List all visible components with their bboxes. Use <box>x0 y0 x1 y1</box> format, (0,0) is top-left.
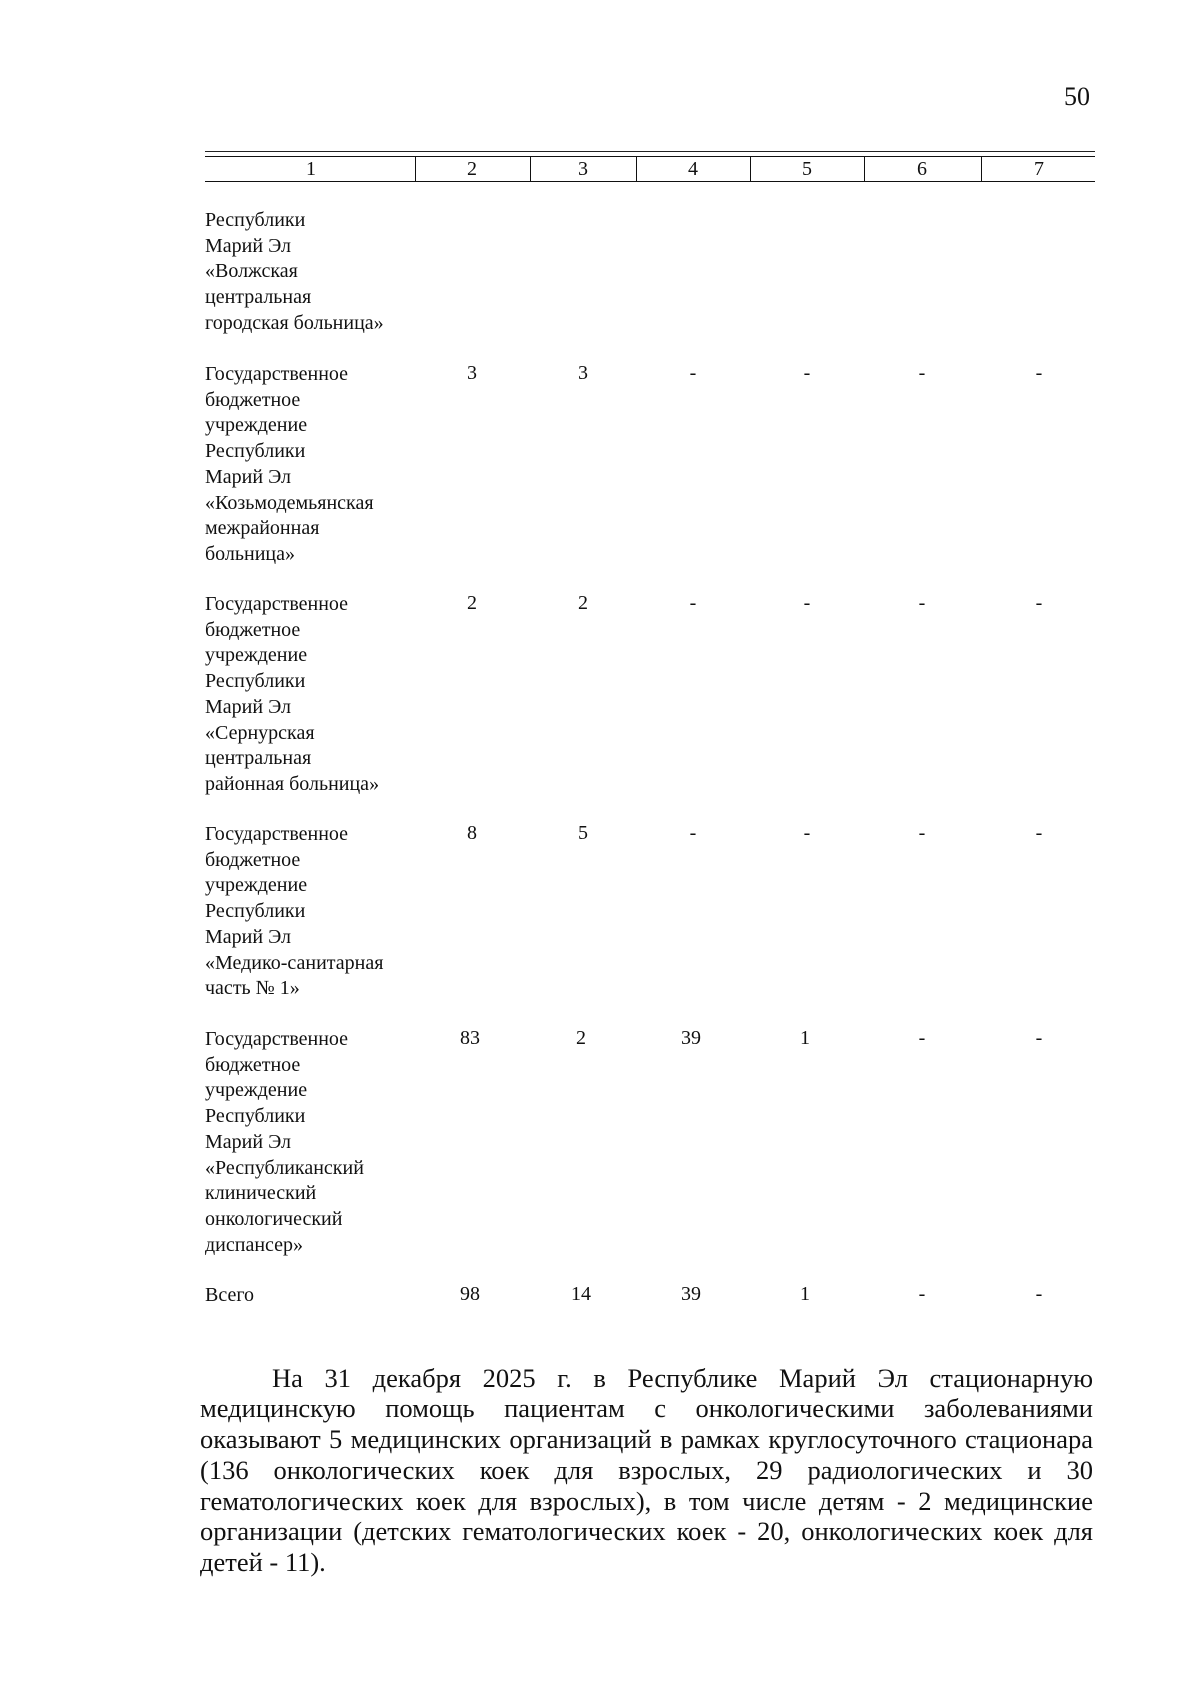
header-separator <box>530 156 531 181</box>
header-col-7: 7 <box>1034 158 1044 180</box>
cell-col-4: - <box>689 592 697 614</box>
cell-col-6: - <box>918 362 926 384</box>
header-separator <box>636 156 637 181</box>
cell-col-7: - <box>1035 1027 1043 1049</box>
org-name: Государственное бюджетное учреждение Республики Марий Эл «Республиканский клинический онкологический диспансер» <box>205 1028 364 1256</box>
cell-col-7: - <box>1035 1283 1043 1305</box>
header-separator <box>750 156 751 181</box>
cell-col-5: - <box>803 822 811 844</box>
cell-col-5: - <box>803 362 811 384</box>
cell-col-2: 2 <box>467 592 477 614</box>
cell-col-2: 83 <box>460 1027 480 1049</box>
header-separator <box>415 156 416 181</box>
cell-col-7: - <box>1035 592 1043 614</box>
header-rule-top-thin <box>205 151 1095 152</box>
header-col-5: 5 <box>802 158 812 180</box>
cell-col-2: 3 <box>467 362 477 384</box>
header-col-1: 1 <box>306 158 316 180</box>
cell-col-6: - <box>918 1283 926 1305</box>
cell-col-4: 39 <box>681 1283 701 1305</box>
org-name: Государственное бюджетное учреждение Республики Марий Эл «Козьмодемьянская межрайонная больница» <box>205 363 374 565</box>
cell-col-5: 1 <box>800 1027 810 1049</box>
header-separator <box>981 156 982 181</box>
cell-col-3: 5 <box>578 822 588 844</box>
cell-col-4: 39 <box>681 1027 701 1049</box>
cell-col-6: - <box>918 1027 926 1049</box>
cell-col-6: - <box>918 822 926 844</box>
total-label: Всего <box>205 1284 255 1306</box>
page-number: 50 <box>1064 82 1090 111</box>
org-name: Государственное бюджетное учреждение Республики Марий Эл «Сернурская центральная районная больница» <box>205 593 380 795</box>
cell-col-2: 8 <box>467 822 477 844</box>
cell-col-7: - <box>1035 822 1043 844</box>
header-rule-bottom <box>205 181 1095 182</box>
cell-col-6: - <box>918 592 926 614</box>
cell-col-3: 14 <box>571 1283 591 1305</box>
cell-col-4: - <box>689 362 697 384</box>
cell-col-2: 98 <box>460 1283 480 1305</box>
cell-col-4: - <box>689 822 697 844</box>
cell-col-3: 3 <box>578 362 588 384</box>
cell-col-5: - <box>803 592 811 614</box>
header-col-3: 3 <box>578 158 588 180</box>
cell-col-7: - <box>1035 362 1043 384</box>
header-rule-top <box>205 156 1095 157</box>
org-name: Республики Марий Эл «Волжская центральная городская больница» <box>205 209 384 334</box>
header-col-6: 6 <box>917 158 927 180</box>
header-col-4: 4 <box>688 158 698 180</box>
cell-col-5: 1 <box>800 1283 810 1305</box>
org-name: Государственное бюджетное учреждение Республики Марий Эл «Медико-санитарная часть № 1» <box>205 823 384 1000</box>
header-separator <box>864 156 865 181</box>
header-col-2: 2 <box>467 158 477 180</box>
cell-col-3: 2 <box>576 1027 586 1049</box>
body-paragraph: На 31 декабря 2025 г. в Республике Марий Эл стационарную медицинскую помощь пациентам с онкологическими заболеваниями оказывают 5 медицинских организаций в рамках круглосуточного стационара (136 онкологических коек для взрослых, 29 радиологических и 30 гематологических коек для взрослых), в том числе детям - 2 медицинские организации (детских гематологических коек - 20, онкологических коек для детей - 11). <box>200 1362 1093 1578</box>
cell-col-3: 2 <box>578 592 588 614</box>
